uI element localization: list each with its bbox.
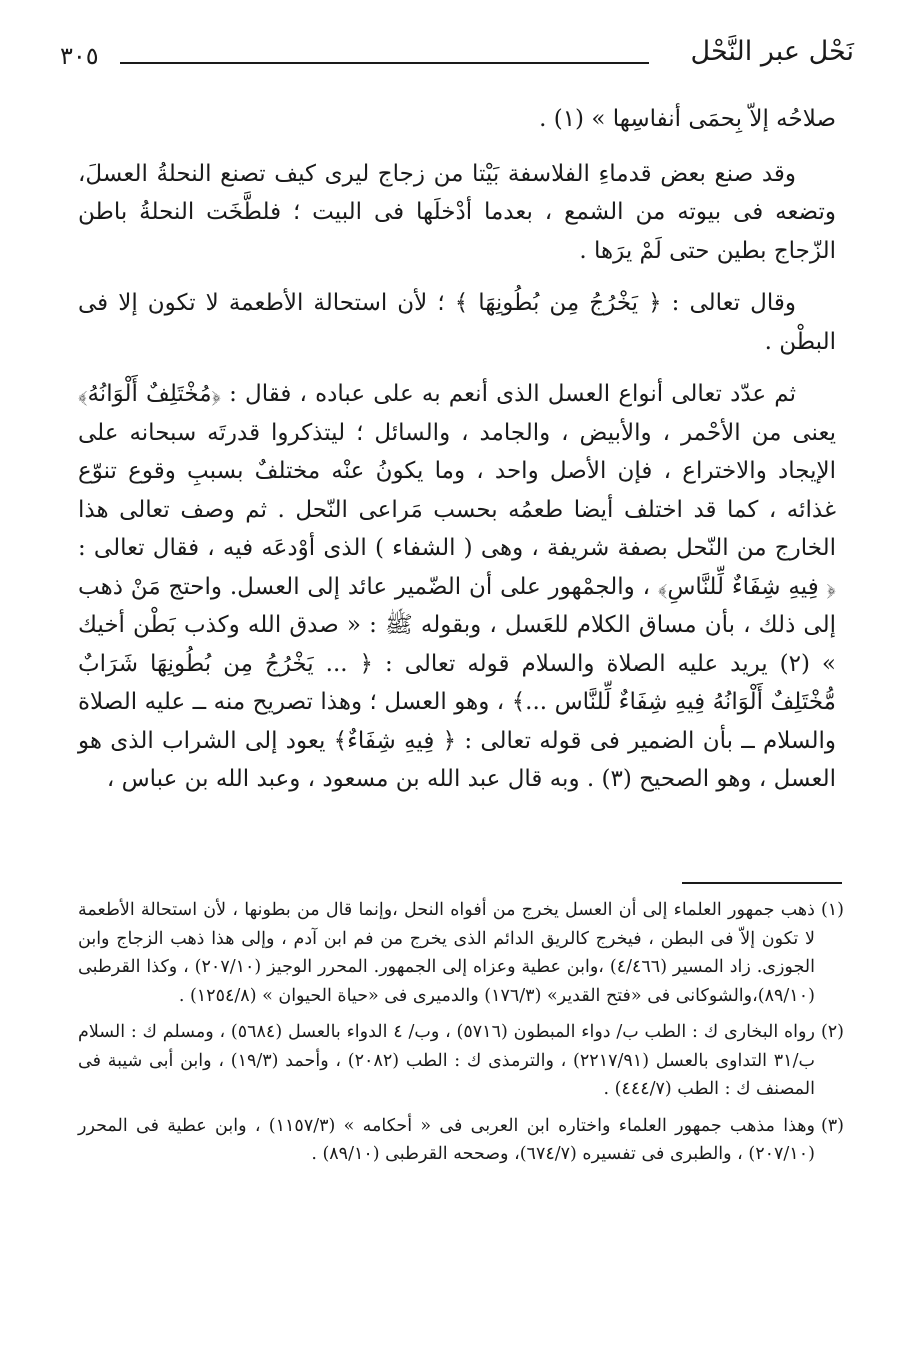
footnote: [78, 1112, 844, 1169]
page-number: ٣٠٥: [60, 42, 99, 70]
footnote-text: وهذا مذهب جمهور العلماء واختاره ابن العربى فى « أحكامه » (١١٥٧/٣) ، وابن عطية فى المحرر (٢٠٧/١٠) ، والطبرى فى تفسيره (٦٧٤/٧)، وصححه القرطبى (٨٩/١٠) .: [78, 1115, 815, 1164]
footnote-number: (١): [820, 900, 844, 920]
footnote-text: ذهب جمهور العلماء إلى أن العسل يخرج من أفواه النحل ،وإنما قال من بطونها ، لأن استحالة الأطعمة لا تكون إلاّ فى البطن ، فيخرج كالريق الدائم الذى يخرج من فم ابن آدم ، وإلى هذا ذهب الزجاج وابن الجوزى. زاد المسير (٤/٤٦٦) ،وابن عطية وعزاه إلى الجمهور. المحرر الوجيز (٢٠٧/١٠) ، وكذا القرطبى (٨٩/١٠)،والشوكانى فى «فتح القدير» (١٧٦/٣) والدميرى فى «حياة الحيوان » (١٢٥٤/٨) .: [78, 900, 815, 1006]
running-header: [60, 30, 854, 80]
footnote-number: (٢): [820, 1022, 844, 1042]
footnote-number: (٣): [820, 1115, 844, 1136]
footnote: [78, 896, 844, 1010]
paragraph: وقد صنع بعض قدماءِ الفلاسفة بَيْتا من زجاج ليرى كيف تصنع النحلةُ العسلَ، وتضعه فى بيوته من الشمع ، بعدما أدْخلَها فى البيت ؛ فلطَّخَت النحلةُ باطن الزّجاج بطين حتى لَمْ يرَها .: [78, 160, 836, 264]
paragraph: صلاحُه إلاّ بِحمَى أنفاسِها » (١) .: [539, 106, 836, 132]
footnotes: [78, 896, 844, 1169]
footnote-text: رواه البخارى ك : الطب ب/ دواء المبطون (٥٧١٦) ، وب/ ٤ الدواء بالعسل (٥٦٨٤) ، ومسلم ك : السلام ب/٣١ التداوى بالعسل (٢٢١٧/٩١) ، والترمذى ك : الطب (٢٠٨٢) ، وأحمد (١٩/٣) ، وابن أبى شيبة فى المصنف ك : الطب (٤٤٤/٧) .: [78, 1022, 815, 1099]
paragraph: وقال تعالى : ﴿ يَخْرُجُ مِن بُطُونِهَا ﴾ ؛ لأن استحالة الأطعمة لا تكون إلا فى البطْن .: [78, 290, 836, 355]
header-rule: [120, 62, 649, 64]
main-text: [78, 100, 836, 799]
paragraph: ثم عدّد تعالى أنواع العسل الذى أنعم به على عباده ، فقال : ﴿مُخْتَلِفٌ أَلْوَانُهُ﴾ يعنى من الأحْمر ، والأبيض ، والجامد ، والسائل ؛ ليتذكروا قدرتَه سبحانه على الإيجاد والاختراع ، فإن الأصل واحد ، وما يكونُ عنْه مختلفٌ بسببِ وقوع تنوّع غذائه ، كما قد اختلف أيضا طعمُه بحسب مَراعى النّحل . ثم وصف تعالى هذا الخارج من النّحل بصفة شريفة ، وهى ( الشفاء ) الذى أوْدعَه فيه ، فقال تعالى : ﴿ فِيهِ شِفَاءٌ لِّلنَّاسِ﴾ ، والجمْهور على أن الضّمير عائد إلى العسل. واحتج مَنْ ذهب إلى ذلك ، بأن مساق الكلام للعَسل ، وبقوله ﷺ : « صدق الله وكذب بَطْن أخيك » (٢) يريد عليه الصلاة والسلام قوله تعالى : ﴿ ... يَخْرُجُ مِن بُطُونِهَا شَرَابٌ مُّخْتَلِفٌ أَلْوَانُهُ فِيهِ شِفَاءٌ لِّلنَّاس ...﴾ ، وهو العسل ؛ وهذا تصريح منه ــ عليه الصلاة والسلام ــ بأن الضمير فى قوله تعالى : ﴿ فِيهِ شِفَاءٌ﴾ يعود إلى الشراب الذى هو العسل ، وهو الصحيح (٣) . وبه قال عبد الله بن مسعود ، وعبد الله بن عباس ،: [78, 381, 836, 792]
book-title: نَحْل عبر النَّحْل: [690, 36, 854, 67]
footnote: [78, 1018, 844, 1104]
footnote-separator: [682, 882, 842, 884]
